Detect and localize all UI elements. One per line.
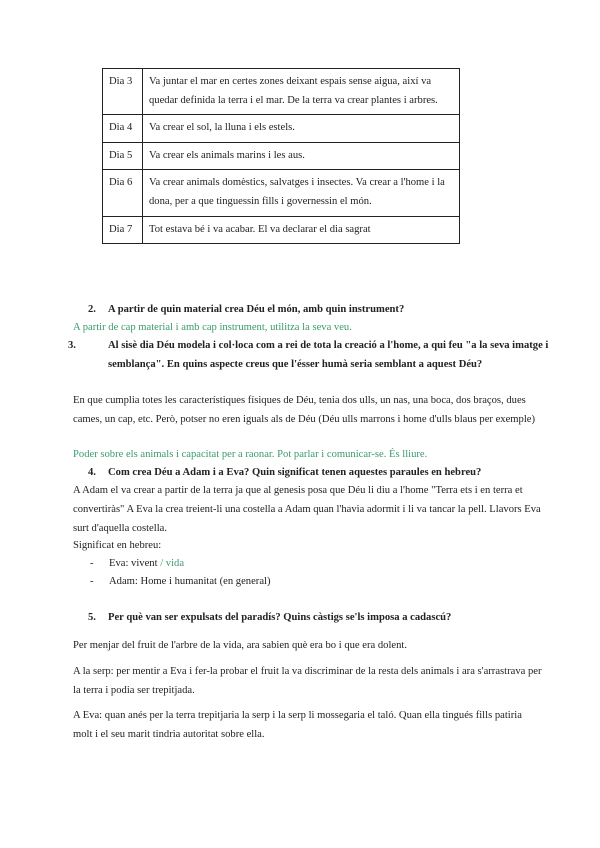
description-cell: Va juntar el mar en certes zones deixant espais sense aigua, així va quedar definida la terra i el mar. De la terra va crear plantes i arbres. — [143, 69, 460, 115]
question-number: 4. — [88, 467, 96, 478]
day-cell: Dia 7 — [103, 216, 143, 244]
list-item-text: Adam: Home i humanitat (en general) — [109, 576, 271, 587]
list-item-eva — [90, 554, 184, 573]
creation-days-table-body — [103, 69, 460, 244]
day-cell: Dia 3 — [103, 69, 143, 115]
answer-4-label: Significat en hebreu: — [73, 540, 162, 551]
list-dash: - — [90, 576, 94, 587]
list-item-text: Eva: vivent — [109, 558, 158, 569]
table-row — [103, 115, 460, 143]
question-number: 2. — [88, 304, 96, 315]
question-number: 5. — [88, 612, 96, 623]
answer-3-extra: Poder sobre els animals i capacitat per a raonar. Pot parlar i comunicar-se. És lliure. — [73, 449, 428, 460]
answer-3: En que cumplia totes les característiques físiques de Déu, tenia dos ulls, un nas, una boca, dos braços, dues cames, un cap, etc. Però, potser no eren iguals als de Déu (Déu ulls marrons i home d'ulls blaus per exemple) — [73, 395, 536, 425]
table-row — [103, 69, 460, 115]
description-cell: Tot estava bé i va acabar. El va declarar el dia sagrat — [143, 216, 460, 244]
day-cell: Dia 4 — [103, 115, 143, 143]
answer-5-paragraph-1: Per menjar del fruit de l'arbre de la vida, ara sabien què era bo i que era dolent. — [73, 640, 407, 651]
answer-5-paragraph-3: A Eva: quan anés per la terra trepitjaria la serp i la serp li mossegaria el taló. Quan ella tingués fills patiria molt i el seu marit tindria autoritat sobre ella. — [73, 710, 522, 740]
question-number: 3. — [68, 340, 76, 351]
answer-5-paragraph-2: A la serp: per mentir a Eva i fer-la probar el fruit la va discriminar de la resta dels animals i ara s'arrastrava per la terra i podia ser trepitjada. — [73, 666, 542, 696]
description-cell: Va crear animals domèstics, salvatges i insectes. Va crear a l'home i la dona, per a que tinguessin fills i governessin el món. — [143, 170, 460, 216]
answer-2: A partir de cap material i amb cap instrument, utilitza la seva veu. — [73, 322, 352, 333]
question-text: Com crea Déu a Adam i a Eva? Quin significat tenen aquestes paraules en hebreu? — [108, 467, 482, 478]
question-4 — [88, 463, 481, 482]
question-2 — [88, 300, 404, 319]
list-item-green-text: / vida — [157, 558, 185, 569]
table-row — [103, 216, 460, 244]
question-text: A partir de quin material crea Déu el món, amb quin instrument? — [108, 304, 405, 315]
question-text: Al sisè dia Déu modela i col·loca com a rei de tota la creació a l'home, a qui feu "a la seva imatge i semblança". En quins aspecte creus que l'ésser humà seria semblant a aquest Déu? — [108, 340, 549, 370]
question-5 — [88, 608, 451, 627]
list-dash: - — [90, 558, 94, 569]
list-item-adam — [90, 572, 271, 591]
question-text: Per què van ser expulsats del paradís? Quins càstigs se'ls imposa a cadascú? — [108, 612, 452, 623]
day-cell: Dia 6 — [103, 170, 143, 216]
description-cell: Va crear el sol, la lluna i els estels. — [143, 115, 460, 143]
description-cell: Va crear els animals marins i les aus. — [143, 142, 460, 170]
answer-4: A Adam el va crear a partir de la terra ja que al genesis posa que Déu li diu a l'home "Terra ets i en terra et convertiràs" A Eva la crea treient-li una costella a Adam quan l'havia adormit i li va tancar la pell. Llavors Eva surt d'aquella costella. — [73, 485, 541, 534]
question-3 — [68, 336, 558, 374]
table-row — [103, 170, 460, 216]
table-row — [103, 142, 460, 170]
day-cell: Dia 5 — [103, 142, 143, 170]
creation-days-table — [102, 68, 460, 244]
